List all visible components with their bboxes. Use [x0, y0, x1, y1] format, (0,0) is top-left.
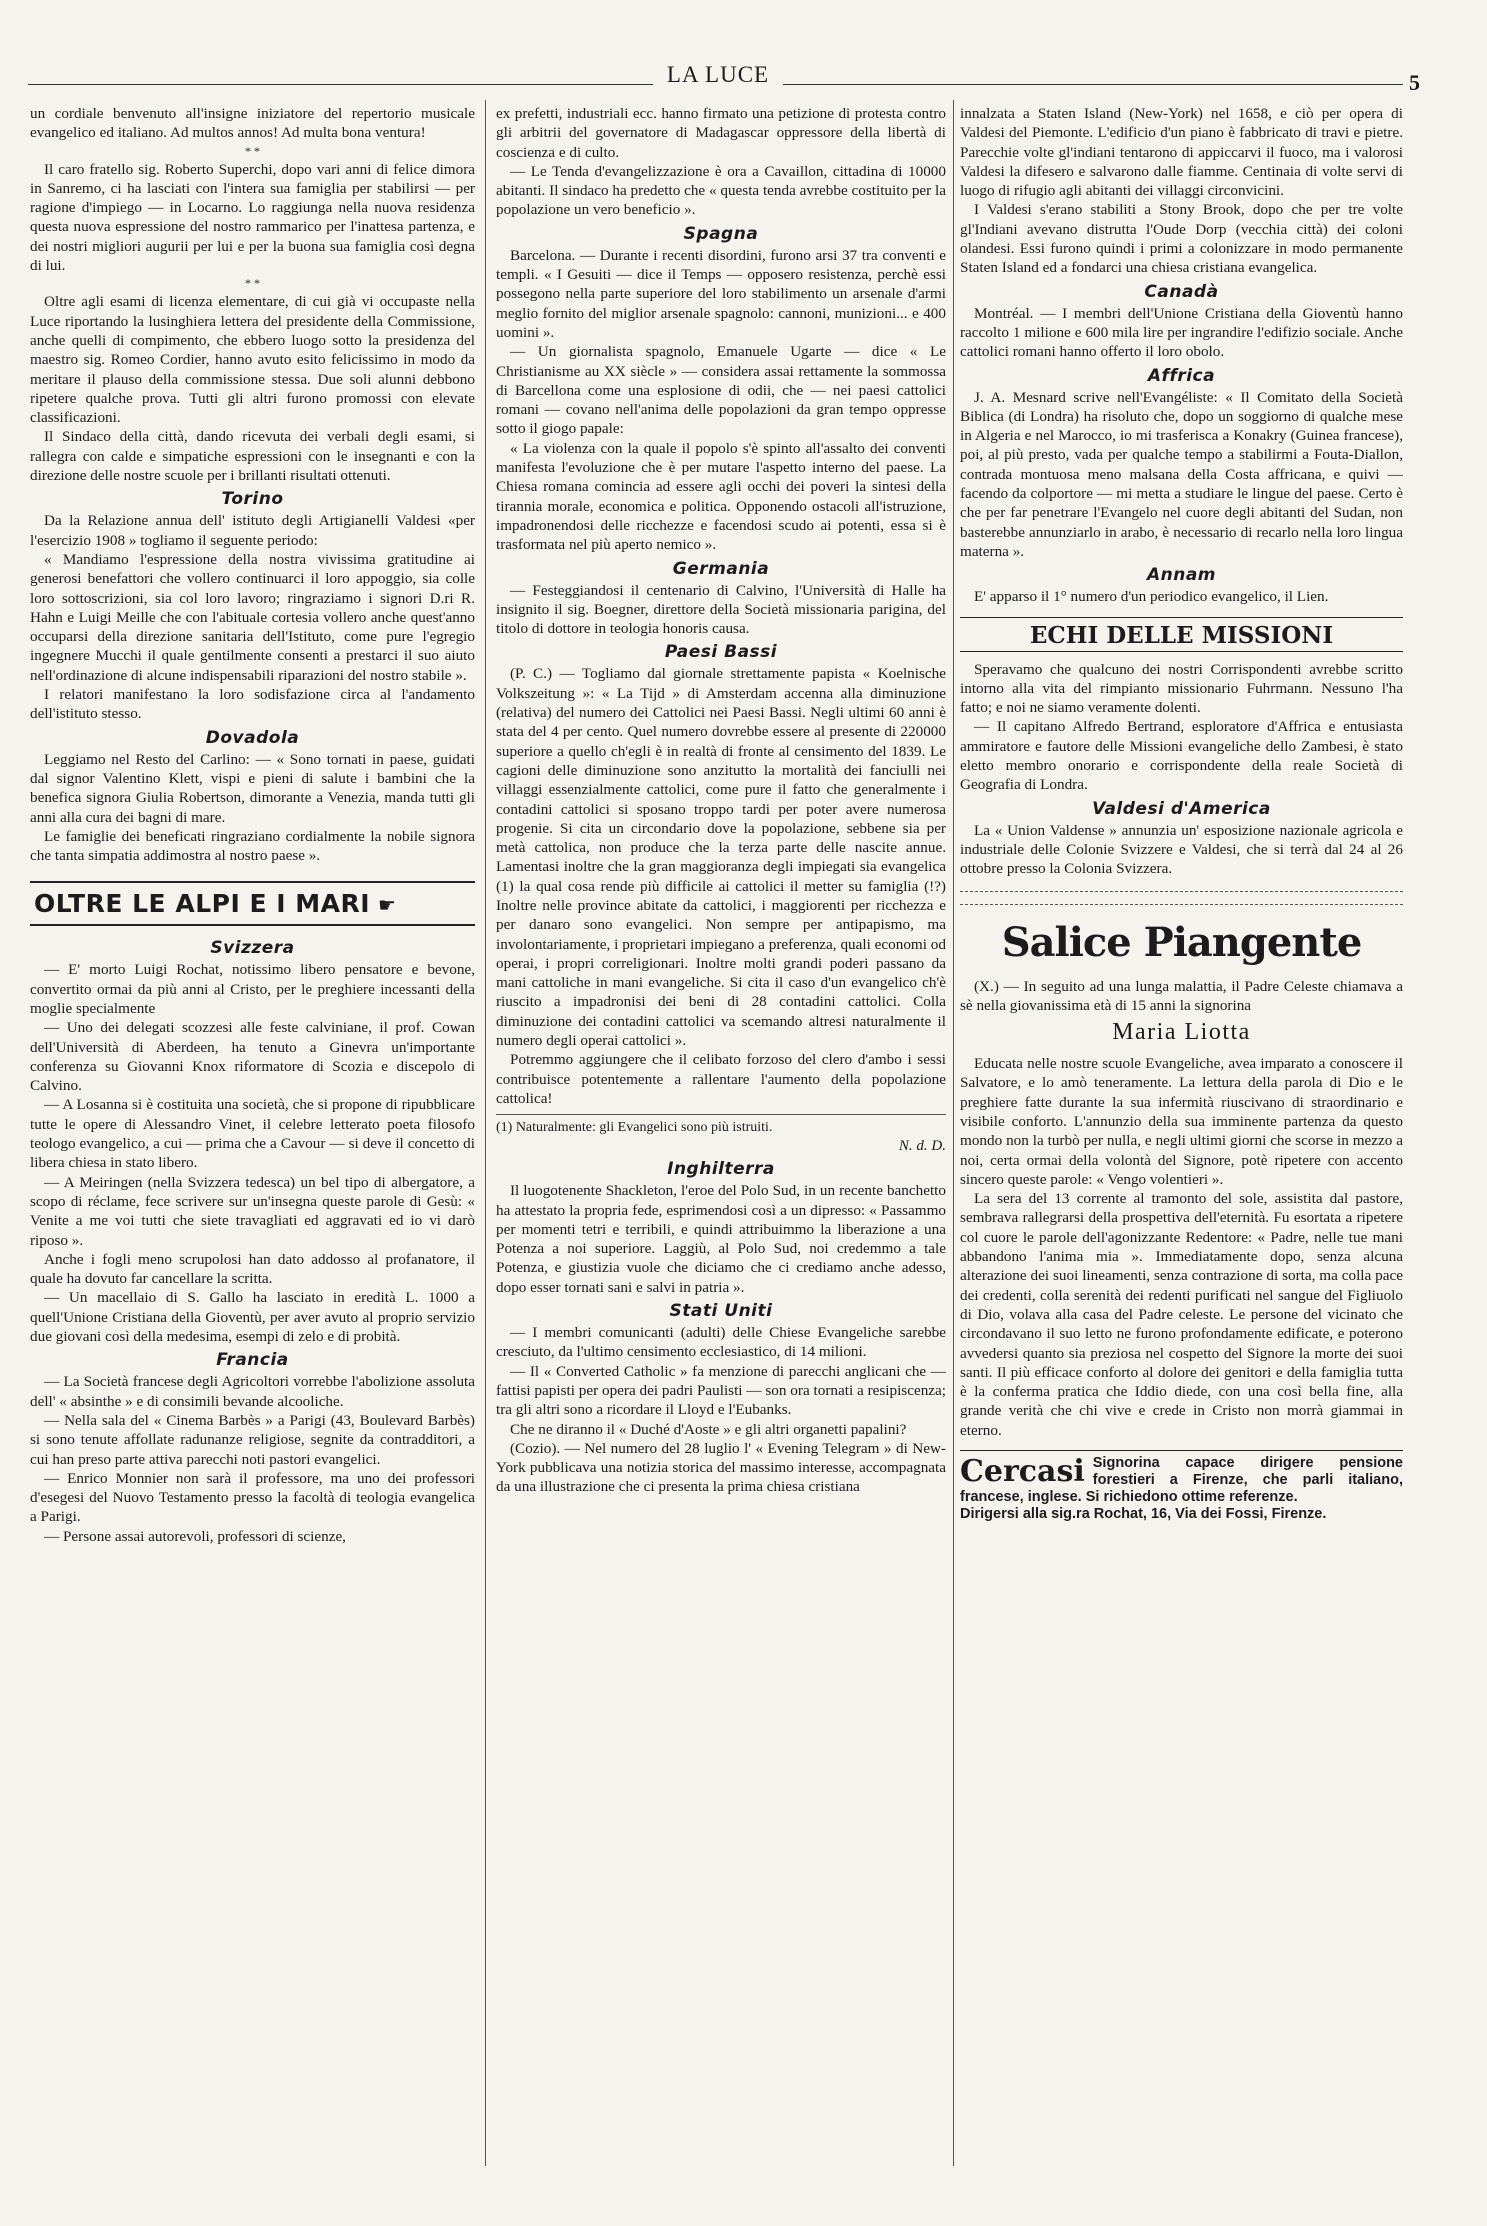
- paragraph: Montréal. — I membri dell'Unione Cristiana della Gioventù hanno raccolto 1 milione e 600 mila lire per ingrandire l'edifizio sociale. Anche cattolici romani hanno offerto il loro obolo.: [960, 304, 1403, 361]
- section-heading: Svizzera: [210, 938, 295, 959]
- paragraph: Il caro fratello sig. Roberto Superchi, dopo vari anni di felice dimora in Sanremo, ci ha lasciati con l'intera sua famiglia per stabilirsi — per ragione d'impiego — in Locarno. Lo raggiunga nella nuova residenza questa nuova espressione del nostro rammarico per l'inattesa partenza, e dei nostri migliori augurii per lui e per la buona sua famiglia così degna di lui.: [30, 160, 475, 275]
- paragraph: J. A. Mesnard scrive nell'Evangéliste: « Il Comitato della Società Biblica (di Londra) ha risoluto che, dopo un soggiorno di qualche mese in Algeria e nel Marocco, io mi trasferisca a Konakry (Guinea francese), poi, al più presto, vada per qualche tempo a stabilirmi a Fouta-Diallon, contrada montuosa meno malsana della Costa affricana, e quivi — facendo da colportore — mi metta a studiare le lingue del paese. Certo è che per far penetrare l'Evangelo nel cuore degli abitanti del Sudan, non basterebbe annunziarlo in arabo, è necessario di recarlo nella loro lingua materna ».: [960, 388, 1403, 560]
- masthead-title: LA LUCE: [28, 62, 1408, 88]
- section-heading: Inghilterra: [667, 1159, 775, 1180]
- paragraph: — Un giornalista spagnolo, Emanuele Ugarte — dice « Le Christianisme au XX siècle » — considera assai rettamente la sommossa di Barcellona come una esplosione di odii, che — nei paesi cattolici romani — covano nell'anima delle popolazioni da gran tempo oppresse sotto il giogo papale:: [496, 343, 946, 438]
- deceased-name: Maria Liotta: [1112, 1019, 1251, 1046]
- paragraph: — Il « Converted Catholic » fa menzione di parecchi anglicani che — fattisi papisti per opera dei padri Paulisti — son ora tornati a resipiscenza; tra gli altri sono a ricordare il Lloyd e l'Eubanks.: [496, 1362, 946, 1419]
- paragraph: Anche i fogli meno scrupolosi han dato addosso al profanatore, il quale ha dovuto far cancellare la scritta.: [30, 1250, 475, 1288]
- section-heading: Canadà: [1144, 281, 1219, 302]
- paragraph: ex prefetti, industriali ecc. hanno firmato una petizione di protesta contro gli arbitrii del governatore di Madagascar oppressore della libertà di coscienza e di culto.: [496, 105, 946, 161]
- section-heading: Germania: [672, 558, 770, 579]
- section-heading: Valdesi d'America: [1092, 798, 1271, 819]
- paragraph: La sera del 13 corrente al tramonto del sole, assistita dal pastore, sembrava rallegrarsi della prospettiva dell'eternità. Fu esortata a ripetere col cuore le parole dell'agonizzante Redentore: « Padre, nelle tue mani abbandono l'anima mia ». Immediatamente dopo, senza alcuna alterazione dei suoi lineamenti, senza contrazione di sorta, ma colla pace dei credenti, colla serenità dei redenti purificati nel sangue del Figliuolo di Dio, volava alla casa del Padre celeste. Le persone del vicinato che circondavano il suo letto ne furono profondamente edificate, e poterono avvedersi quanto sia preziosa nel cospetto del Signore la morte dei suoi santi. Il più efficace conforto al dolore dei genitori e della famiglia tutta è la conferma pratica che Iddio diede, con una così bella fine, alla grande verità che chi vive e crede in Cristo non morrà giammai in eterno.: [960, 1190, 1403, 1439]
- paragraph: — A Meiringen (nella Svizzera tedesca) un bel tipo di albergatore, a scopo di réclame, fece scrivere sur un'insegna queste parole di Gesù: « Venite a me voi tutti che siete travagliati ed aggravati ed io vi darò riposo ».: [30, 1173, 475, 1249]
- paragraph: Educata nelle nostre scuole Evangeliche, avea imparato a conoscere il Salvatore, e lo amò teneramente. La lettura della parola di Dio e le preghiere fatte durante la sua infermità riuscivano di straordinario e visibile conforto. L'annunzio della sua imminente partenza da questo mondo non la turbò per nulla, e negli ultimi giorni che scorse in mezzo a noi, certa ormai della volontà del Signore, potè ripetere con accento sincero queste parole: « Vengo volentieri ».: [960, 1055, 1403, 1188]
- page-number: 5: [1403, 70, 1420, 96]
- section-separator: * *: [245, 143, 260, 158]
- paragraph: « Mandiamo l'espressione della nostra vivissima gratitudine ai generosi benefattori che vollero continuarci il loro appoggio, sia colle loro sottoscrizioni, sia col loro lavoro; ringraziamo i signori D.ri R. Hahn e Luigi Meille che con l'abituale cortesia vollero anche quest'anno occuparsi della direzione sanitaria dell'Istituto, come pure l'egregio ingegnere Mucchi il quale gentilmente consenti a prestarci il suo aiuto nell'ordinazione di alcune indispensabili riparazioni del nostro stabile ».: [30, 550, 475, 684]
- section-separator: * *: [245, 276, 260, 291]
- classified-ad: [960, 1450, 1403, 1523]
- paragraph: — Festeggiandosi il centenario di Calvino, l'Università di Halle ha insignito il sig. Boegner, direttore della Società missionaria parigina, del titolo di dottore in teologia honoris causa.: [496, 581, 946, 638]
- section-heading: Spagna: [683, 223, 759, 244]
- paragraph: Il Sindaco della città, dando ricevuta dei verbali degli esami, si rallegra con calde e simpatiche espressioni con le insegnanti e con la direzione delle nostre scuole per i brillanti risultati ottenuti.: [30, 428, 475, 485]
- column-1: [30, 104, 475, 2186]
- paragraph: — Un macellaio di S. Gallo ha lasciato in eredità L. 1000 a quell'Unione Cristiana della Gioventù, per aver avuto al proprio servizio due giovani così della medesima, esempi di zelo e di probità.: [30, 1289, 475, 1346]
- paragraph: — La Società francese degli Agricoltori vorrebbe l'abolizione assoluta dell' « absinthe » e di consimili bevande alcooliche.: [30, 1373, 475, 1410]
- pointing-hand-icon: ☛: [378, 893, 397, 918]
- paragraph: La « Union Valdense » annunzia un' esposizione nazionale agricola e industriale delle Colonie Svizzere e Valdesi, che si terrà dal 24 al 26 ottobre presso la Colonia Svizzera.: [960, 821, 1403, 878]
- section-heading: Dovadola: [205, 727, 300, 748]
- paragraph: Barcelona. — Durante i recenti disordini, furono arsi 37 tra conventi e templi. « I Gesuiti — dice il Temps — opposero resistenza, perchè essi possegono nella parte superiore del loro stabilimento un arsenale d'armi meglio fornito del miglior arsenale spagnolo: cannoni, munizioni... e 400 uomini ».: [496, 246, 946, 341]
- paragraph: — E' morto Luigi Rochat, notissimo libero pensatore e bevone, convertito ormai da più anni al Cristo, per le preghiere incessanti della moglie specialmente: [30, 961, 475, 1017]
- paragraph: I Valdesi s'erano stabiliti a Stony Brook, dopo che per tre volte gl'Indiani avevano distrutta l'Oude Dorp (vecchia città) dei coloni olandesi. Essi furono quindi i primi a colonizzare in modo permanente Staten Island ed a fondarci una chiesa cristiana evangelica.: [960, 201, 1403, 277]
- section-heading: Stati Uniti: [669, 1301, 773, 1322]
- page-header: [28, 60, 1420, 96]
- paragraph: — Uno dei delegati scozzesi alle feste calviniane, il prof. Cowan dell'Università di Aberdeen, ha tenuto a Ginevra un'importante conferenza su Giovanni Knox riformatore di Scozia e discepolo di Calvino.: [30, 1019, 475, 1095]
- ad-address: Dirigersi alla sig.ra Rochat, 16, Via dei Fossi, Firenze.: [960, 1506, 1327, 1523]
- column-divider: [953, 100, 954, 2166]
- paragraph: — Il capitano Alfredo Bertrand, esploratore d'Affrica e entusiasta ammiratore e fautore delle Missioni evangeliche dello Zambesi, è stato eletto membro onorario e corrispondente della reale Società di Geografia di Londra.: [960, 718, 1403, 794]
- paragraph: Il luogotenente Shackleton, l'eroe del Polo Sud, in un recente banchetto ha attestato la propria fede, esprimendosi così a un dipresso: « Passammo per momenti tetri e terribili, e quindi attribuimmo la liberazione a una Potenza a noi superiore. Laggiù, al Polo Sud, noi credemmo a tale Potenza, e giustizia vuole che diciamo che ci crediamo anche adesso, dopo esser tornati sani e salvi in patria ».: [496, 1182, 946, 1296]
- obituary-title: Salice Piangente: [1001, 918, 1362, 966]
- section-banner: OLTRE LE ALPI E I MARI ☛: [30, 881, 475, 926]
- paragraph: Speravamo che qualcuno dei nostri Corrispondenti avrebbe scritto intorno alla vita del rimpianto missionario Fuhrmann. Nessuno l'ha fatto; e noi ne siamo veramente dolenti.: [960, 660, 1403, 717]
- section-heading: Torino: [221, 489, 284, 510]
- column-divider: [485, 100, 486, 2166]
- paragraph: E' apparso il 1° numero d'un periodico evangelico, il Lien.: [974, 588, 1329, 606]
- paragraph: — Enrico Monnier non sarà il professore, ma uno dei professori d'esegesi del Nuovo Testamento presso la facoltà di teologia evangelica a Parigi.: [30, 1469, 475, 1526]
- section-heading: Francia: [216, 1350, 289, 1371]
- paragraph: « La violenza con la quale il popolo s'è spinto all'assalto dei conventi manifesta l'evoluzione che è per mutare l'aspetto interno del paese. La Chiesa romana comincia ad essere agli occhi dei poveri la sintesi della tirannia morale, economica e politica. Opponendo ostacoli all'istruzione, impadronendosi delle ricchezze e facendosi scudo ai potenti, essa si è trasformata nel più aperto nemico ».: [496, 439, 946, 554]
- section-heading: Annam: [1146, 565, 1217, 586]
- paragraph: — A Losanna si è costituita una società, che si propone di ripubblicare tutte le opere di Alessandro Vinet, il celebre letterato poeta filosofo teologo evangelico, a cui — prima che a Cavour — si deve il concetto di libera chiesa in stato libero.: [30, 1096, 475, 1172]
- decorative-divider: [960, 891, 1403, 905]
- paragraph: Che ne diranno il « Duché d'Aoste » e gli altri organetti papalini?: [510, 1420, 907, 1438]
- paragraph: (P. C.) — Togliamo dal giornale strettamente papista « Koelnische Volkszeitung »: « La Tijd » di Amsterdam accenna alla diminuzione (relativa) del numero dei Cattolici nei Paesi Bassi. Negli ultimi 60 anni è stata del 4 per cento. Quel numero dovrebbe essere al presente di 220000 superiore a quello ch'egli è in realtà di fronte al censimento del 1839. Le cagioni delle diminuzione sono anzitutto la mortalità dei fanciulli nei villaggi essenzialmente cattolici, come pure il fatto che generalmente i contadini cattolici si sposano troppo tardi per poter avere numerosa progenie. Si cita un circondario dove la popolazione, sebbene sia per metà cattolica, non produce che la terza parte delle nascite annue. Lamentasi inoltre che la gran maggioranza degli impiegati sia evangelica (1) la qual cosa rende più difficile ai cattolici il metter su famiglia (!?) Inoltre nelle province abitate da cattolici, i maggiorenti per ricchezza e per danaro sono evangelici. Non sempre per antipapismo, ma involontariamente, i proprietari impiegano a preferenza, quali economi od operai, i propri correligionari. Inoltre molti grandi poderi passano da mani cattoliche in mani evangeliche. Si cita il caso d'un evangelico ch'è riuscito a impadronisi dei beni di 28 contadini cattolici. Colla diminuzione dei contadini cattolici va scemando altresi naturalmente il numero degli operai cattolici ».: [496, 665, 946, 1050]
- footnote-signature: N. d. D.: [898, 1138, 946, 1155]
- paragraph: — I membri comunicanti (adulti) delle Chiese Evangeliche sarebbe cresciuto, da l'ultimo censimento ecclesiastico, di 14 milioni.: [496, 1324, 946, 1361]
- paragraph: un cordiale benvenuto all'insigne iniziatore del repertorio musicale evangelico ed italiano. Ad multos annos! Ad multa bona ventura!: [30, 105, 475, 142]
- paragraph: (X.) — In seguito ad una lunga malattia, il Padre Celeste chiamava a sè nella giovanissima età di 15 anni la signorina: [960, 977, 1403, 1014]
- paragraph: — Nella sala del « Cinema Barbès » a Parigi (43, Boulevard Barbès) si sono tenute affollate radunanze religiose, segnite da contradditori, a cui han preso parte attiva parecchi noti pastori evangelici.: [30, 1411, 475, 1468]
- paragraph: Leggiamo nel Resto del Carlino: — « Sono tornati in paese, guidati dal signor Valentino Klett, vispi e pieni di salute i bambini che la benefica signora Giulia Robertson, dimorante a Venezia, manda tutti gli anni alla cura dei bagni di mare.: [30, 750, 475, 826]
- paragraph: Oltre agli esami di licenza elementare, di cui già vi occupaste nella Luce riportando la lusinghiera lettera del presidente della Commissione, anche quelli di compimento, che ebbero luogo sotto la presidenza del maestro sig. Romeo Cordier, hanno avuto esito felicissimo in modo da meritare il plauso della commissione stessa. Due soli alunni debbono ripetere qualche prova. Tutti gli altri furono promossi con elevate classificazioni.: [30, 293, 475, 427]
- paragraph: — Persone assai autorevoli, professori di scienze,: [44, 1527, 346, 1545]
- footnote-text: (1) Naturalmente: gli Evangelici sono più istruiti.: [496, 1120, 773, 1136]
- section-heading: Affrica: [1147, 365, 1216, 386]
- paragraph: Le famiglie dei beneficati ringraziano cordialmente la nobile signora che tanta simpatia addimostra al nostro paese ».: [30, 827, 475, 865]
- paragraph: Potremmo aggiungere che il celibato forzoso del clero d'ambo i sessi contribuisce potentemente a rallentare l'aumento della popolazione cattolica!: [496, 1051, 946, 1107]
- ad-headline: Cercasi: [960, 1454, 1085, 1490]
- column-3: [960, 104, 1403, 2186]
- column-2: [496, 104, 946, 2186]
- ad-text: Signorina capace dirigere pensione forestieri a Firenze, che parli italiano, francese, inglese. Si richiedono ottime referenze.: [960, 1455, 1403, 1506]
- paragraph: — Le Tenda d'evangelizzazione è ora a Cavaillon, cittadina di 10000 abitanti. Il sindaco ha predetto che « questa tenda avrebbe costituito per la popolazione un vero beneficio ».: [496, 162, 946, 219]
- section-banner: ECHI DELLE MISSIONI: [960, 617, 1403, 652]
- paragraph: I relatori manifestano la loro sodisfazione circa al l'andamento dell'istituto stesso.: [30, 686, 475, 723]
- paragraph: (Cozio). — Nel numero del 28 luglio l' « Evening Telegram » di New-York pubblicava una notizia storica del massimo interesse, accompagnata da una illustrazione che ci presenta la prima chiesa cristiana: [496, 1439, 946, 1496]
- section-heading: Paesi Bassi: [664, 642, 778, 663]
- footnote: [496, 1114, 946, 1155]
- paragraph: innalzata a Staten Island (New-York) nel 1658, e ciò per opera di Valdesi del Piemonte. L'edificio d'un piano è fabbricato di travi e pietre. Parecchie volte gl'indiani tentarono di appiccarvi il fuoco, ma i valorosi Valdesi la difesero e salvarono dalle fiamme. Centinaia di volte servi di luogo di rifugio agli abitanti dei villaggi circonvicini.: [960, 105, 1403, 200]
- paragraph: Da la Relazione annua dell' istituto degli Artigianelli Valdesi «per l'esercizio 1908 » togliamo il seguente periodo:: [30, 512, 475, 549]
